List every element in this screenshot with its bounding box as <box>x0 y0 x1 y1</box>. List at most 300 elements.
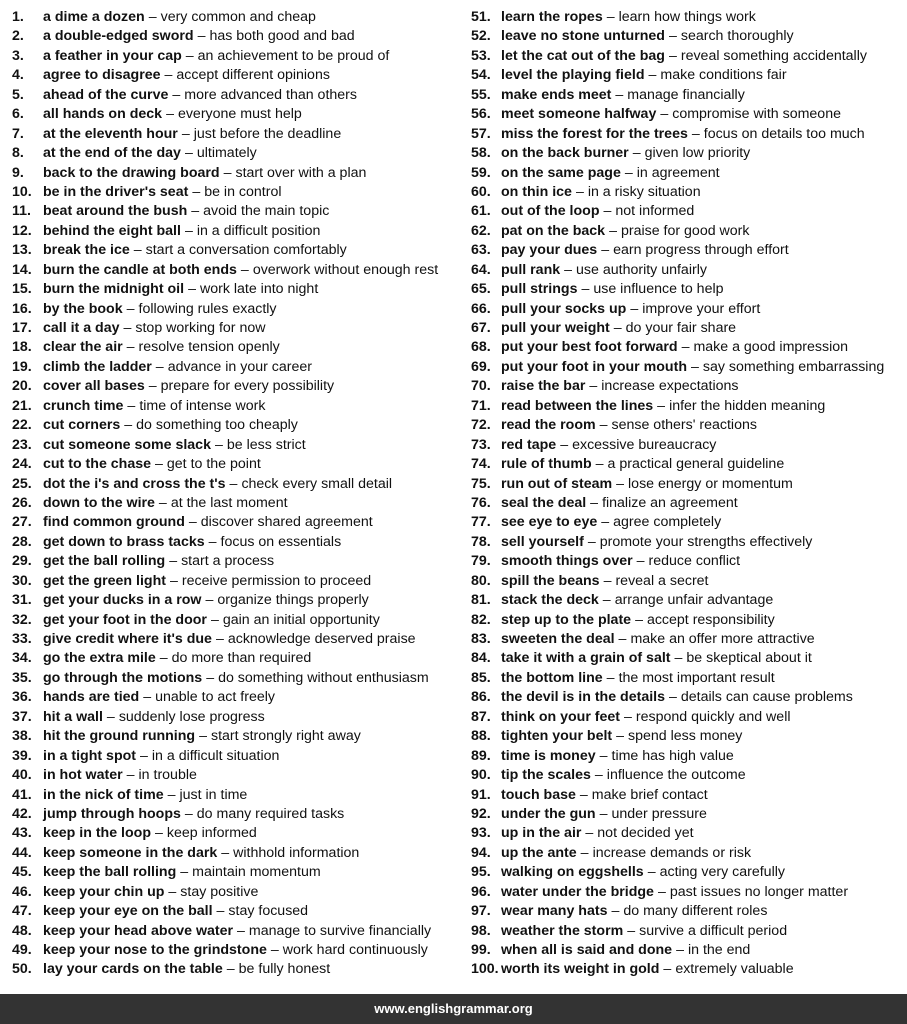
idiom-item <box>12 960 462 979</box>
idiom-separator: – <box>168 883 177 900</box>
idiom-meaning: make brief contact <box>591 786 708 803</box>
idiom-separator: – <box>184 222 193 239</box>
idiom-item <box>12 708 462 727</box>
idiom-separator: – <box>579 786 588 803</box>
idiom-phrase: pull rank <box>501 261 561 278</box>
idiom-phrase: read between the lines <box>501 397 654 414</box>
idiom-item <box>471 455 907 474</box>
idiom-separator: – <box>691 125 700 142</box>
idiom-number: 26. <box>12 494 32 511</box>
idiom-meaning: work late into night <box>199 281 319 298</box>
idiom-phrase: raise the bar <box>501 378 586 395</box>
idiom-separator: – <box>668 47 677 64</box>
idiom-phrase: meet someone halfway <box>501 106 657 123</box>
idiom-item <box>471 552 907 571</box>
idiom-meaning: improve your effort <box>642 300 761 317</box>
idiom-meaning: reduce conflict <box>648 553 741 570</box>
idiom-number: 23. <box>12 436 32 453</box>
idiom-meaning: respond quickly and well <box>635 708 791 725</box>
idiom-separator: – <box>601 514 610 531</box>
idiom-number: 35. <box>12 669 32 686</box>
idiom-separator: – <box>613 320 622 336</box>
idiom-phrase: level the playing field <box>501 67 645 84</box>
idiom-meaning: not decided yet <box>597 825 694 842</box>
idiom-item <box>12 377 462 396</box>
idiom-separator: – <box>674 650 683 667</box>
idiom-number: 21. <box>12 397 32 414</box>
idiom-number: 40. <box>12 767 32 784</box>
idiom-phrase: put your best foot forward <box>501 339 678 356</box>
idiom-meaning: accept responsibility <box>646 611 775 628</box>
idiom-number: 16. <box>12 300 32 317</box>
idiom-meaning: focus on essentials <box>220 533 342 550</box>
idiom-number: 58. <box>471 145 491 162</box>
idiom-item <box>471 377 907 396</box>
idiom-meaning: increase expectations <box>601 378 739 395</box>
idiom-phrase: step up to the plate <box>501 611 632 628</box>
idiom-phrase: at the eleventh hour <box>43 125 178 142</box>
idiom-phrase: find common ground <box>43 514 185 531</box>
idiom-phrase: cut to the chase <box>43 456 152 473</box>
idiom-separator: – <box>210 611 219 628</box>
idiom-meaning: gain an initial opportunity <box>222 611 380 628</box>
idiom-meaning: promote your strengths effectively <box>599 533 813 550</box>
idiom-phrase: see eye to eye <box>501 514 598 531</box>
idiom-item <box>12 125 462 144</box>
idiom-number: 93. <box>471 825 491 842</box>
idiom-phrase: at the end of the day <box>43 145 181 162</box>
idiom-number: 90. <box>471 767 491 784</box>
idiom-phrase: rule of thumb <box>501 456 592 473</box>
idiom-separator: – <box>106 708 115 725</box>
idiom-number: 74. <box>471 456 491 473</box>
idiom-item <box>471 630 907 649</box>
idiom-phrase: under the gun <box>501 805 596 822</box>
idiom-separator: – <box>169 553 178 570</box>
idiom-phrase: by the book <box>43 300 123 317</box>
idiom-separator: – <box>609 222 617 239</box>
idiom-item <box>12 824 462 843</box>
idiom-separator: – <box>611 903 620 920</box>
idiom-meaning: following rules exactly <box>138 300 277 317</box>
idiom-item <box>471 436 907 455</box>
idiom-item <box>471 688 907 707</box>
idiom-number: 25. <box>12 475 32 492</box>
idiom-meaning: in a risky situation <box>587 183 701 200</box>
idiom-item <box>12 183 462 202</box>
idiom-meaning: do more than required <box>171 650 312 667</box>
idiom-number: 33. <box>12 631 32 647</box>
idiom-separator: – <box>123 320 132 336</box>
idiom-item <box>12 766 462 785</box>
idiom-separator: – <box>560 436 569 453</box>
idiom-phrase: break the ice <box>43 242 130 259</box>
idiom-item <box>12 863 462 882</box>
idiom-number: 77. <box>471 514 491 531</box>
idiom-number: 83. <box>471 631 491 647</box>
idiom-meaning: agree completely <box>613 514 722 531</box>
idiom-meaning: do something too cheaply <box>136 417 298 434</box>
idiom-number: 37. <box>12 708 32 725</box>
idiom-phrase: run out of steam <box>501 475 613 492</box>
idiom-phrase: get your foot in the door <box>43 611 207 628</box>
idiom-number: 42. <box>12 805 32 822</box>
idiom-meaning: accept different opinions <box>176 67 330 84</box>
idiom-separator: – <box>159 650 168 667</box>
idiom-phrase: a feather in your cap <box>43 47 182 64</box>
idiom-meaning: earn progress through effort <box>613 242 789 259</box>
idiom-meaning: lose energy or momentum <box>628 475 793 492</box>
idiom-separator: – <box>126 300 135 317</box>
idiom-phrase: keep your eye on the ball <box>43 903 213 920</box>
idiom-separator: – <box>155 358 164 375</box>
idiom-number: 10. <box>12 183 32 200</box>
idiom-meaning: more advanced than others <box>184 86 357 103</box>
idiom-number: 91. <box>471 786 491 803</box>
idiom-separator: – <box>599 747 608 764</box>
idiom-phrase: pull your weight <box>501 320 610 336</box>
idiom-number: 60. <box>471 183 491 200</box>
idiom-meaning: start over with a plan <box>235 164 367 181</box>
idiom-item <box>12 786 462 805</box>
idiom-separator: – <box>127 397 136 414</box>
idiom-meaning: in agreement <box>636 164 720 181</box>
idiom-number: 69. <box>471 358 491 375</box>
idiom-item <box>471 261 907 280</box>
idiom-separator: – <box>601 242 610 259</box>
idiom-item <box>471 202 907 221</box>
idiom-item <box>471 533 907 552</box>
idiom-meaning: finalize an agreement <box>602 494 738 511</box>
idiom-number: 95. <box>471 864 491 881</box>
idiom-item <box>12 455 462 474</box>
idiom-separator: – <box>214 436 223 453</box>
idiom-separator: – <box>580 844 589 861</box>
idiom-number: 27. <box>12 514 32 531</box>
idiom-number: 87. <box>471 708 491 725</box>
idiom-separator: – <box>133 242 142 259</box>
idiom-number: 46. <box>12 883 32 900</box>
idiom-item <box>12 649 462 668</box>
idiom-number: 82. <box>471 611 491 628</box>
idiom-item <box>471 844 907 863</box>
idiom-phrase: think on your feet <box>501 708 621 725</box>
idiom-phrase: the devil is in the details <box>501 689 665 706</box>
footer-bar <box>0 994 907 1024</box>
idiom-meaning: past issues no longer matter <box>669 883 849 900</box>
idiom-separator: – <box>126 339 135 356</box>
idiom-phrase: a dime a dozen <box>43 9 145 25</box>
idiom-number: 43. <box>12 825 32 842</box>
idiom-item <box>471 649 907 668</box>
idiom-phrase: all hands on deck <box>43 106 163 123</box>
idiom-separator: – <box>648 67 657 84</box>
idiom-item <box>471 591 907 610</box>
idiom-phrase: cover all bases <box>43 378 145 395</box>
idiom-number: 96. <box>471 883 491 900</box>
idiom-phrase: get the green light <box>43 572 166 589</box>
idiom-number: 44. <box>12 844 32 861</box>
idiom-number: 49. <box>12 942 32 958</box>
idiom-number: 50. <box>12 961 32 978</box>
idiom-item <box>12 844 462 863</box>
idiom-meaning: just before the deadline <box>193 125 342 142</box>
idiom-item <box>12 27 462 46</box>
idiom-phrase: a double-edged sword <box>43 28 194 45</box>
idiom-separator: – <box>587 533 596 550</box>
idiom-number: 8. <box>12 145 24 162</box>
idiom-item <box>12 513 462 532</box>
idiom-meaning: search thoroughly <box>680 28 794 45</box>
idiom-meaning: say something embarrassing <box>702 358 885 375</box>
idiom-phrase: crunch time <box>43 397 124 414</box>
idiom-phrase: hit the ground running <box>43 728 196 745</box>
idiom-meaning: use authority unfairly <box>576 261 707 278</box>
idiom-item <box>471 863 907 882</box>
idiom-separator: – <box>618 631 627 647</box>
idiom-phrase: jump through hoops <box>43 805 181 822</box>
idiom-separator: – <box>632 145 641 162</box>
idiom-number: 86. <box>471 689 491 706</box>
idiom-number: 81. <box>471 592 491 609</box>
idiom-separator: – <box>575 183 584 200</box>
idiom-separator: – <box>191 203 200 220</box>
idiom-meaning: excessive bureaucracy <box>572 436 717 453</box>
idiom-list <box>0 8 907 988</box>
idiom-separator: – <box>657 883 666 900</box>
idiom-separator: – <box>164 67 173 84</box>
idiom-number: 9. <box>12 164 24 181</box>
idiom-phrase: behind the eight ball <box>43 222 181 239</box>
idiom-phrase: touch base <box>501 786 576 803</box>
idiom-meaning: advance in your career <box>167 358 313 375</box>
idiom-meaning: make an offer more attractive <box>630 631 815 647</box>
idiom-meaning: maintain momentum <box>192 864 321 881</box>
idiom-item <box>471 319 907 338</box>
idiom-phrase: on thin ice <box>501 183 572 200</box>
idiom-separator: – <box>564 261 573 278</box>
idiom-meaning: an achievement to be proud of <box>197 47 390 64</box>
idiom-item <box>12 922 462 941</box>
idiom-number: 72. <box>471 417 491 434</box>
idiom-phrase: give credit where it's due <box>43 631 212 647</box>
idiom-meaning: reveal something accidentally <box>680 47 867 64</box>
idiom-number: 55. <box>471 86 491 103</box>
idiom-separator: – <box>167 786 176 803</box>
idiom-number: 1. <box>12 9 24 25</box>
idiom-phrase: read the room <box>501 417 596 434</box>
idiom-number: 34. <box>12 650 32 667</box>
idiom-meaning: reveal a secret <box>615 572 709 589</box>
idiom-meaning: time has high value <box>611 747 734 764</box>
idiom-number: 19. <box>12 358 32 375</box>
idiom-number: 67. <box>471 320 491 336</box>
idiom-number: 54. <box>471 67 491 84</box>
idiom-meaning: just in time <box>179 786 248 803</box>
idiom-item <box>12 105 462 124</box>
idiom-item <box>471 183 907 202</box>
idiom-separator: – <box>208 533 217 550</box>
idiom-item <box>12 533 462 552</box>
idiom-phrase: make ends meet <box>501 86 612 103</box>
idiom-separator: – <box>615 86 624 103</box>
idiom-item <box>471 47 907 66</box>
idiom-meaning: work hard continuously <box>282 942 428 958</box>
idiom-item <box>12 688 462 707</box>
idiom-meaning: start a process <box>181 553 275 570</box>
idiom-separator: – <box>205 592 214 609</box>
idiom-phrase: smooth things over <box>501 553 633 570</box>
idiom-meaning: everyone must help <box>177 106 302 123</box>
idiom-separator: – <box>590 494 599 511</box>
idiom-meaning: do many different roles <box>623 903 768 920</box>
idiom-item <box>471 669 907 688</box>
idiom-meaning: stay focused <box>228 903 309 920</box>
idiom-meaning: do your fair share <box>625 320 737 336</box>
idiom-number: 4. <box>12 67 24 84</box>
idiom-meaning: manage to survive financially <box>248 922 432 939</box>
idiom-separator: – <box>216 903 225 920</box>
idiom-meaning: the most important result <box>618 669 775 686</box>
idiom-number: 24. <box>12 456 32 473</box>
idiom-number: 32. <box>12 611 32 628</box>
idiom-separator: – <box>199 728 207 745</box>
idiom-item <box>471 513 907 532</box>
idiom-number: 20. <box>12 378 32 395</box>
idiom-meaning: unable to act freely <box>155 689 275 706</box>
idiom-meaning: infer the hidden meaning <box>669 397 826 414</box>
idiom-meaning: be fully honest <box>238 961 331 978</box>
idiom-separator: – <box>197 28 206 45</box>
idiom-separator: – <box>155 825 163 842</box>
idiom-number: 66. <box>471 300 491 317</box>
idiom-meaning: start strongly right away <box>210 728 361 745</box>
idiom-item <box>12 261 462 280</box>
idiom-phrase: up the ante <box>501 844 577 861</box>
idiom-separator: – <box>606 9 615 25</box>
idiom-item <box>12 805 462 824</box>
idiom-phrase: get down to brass tacks <box>43 533 205 550</box>
idiom-meaning: make a good impression <box>693 339 849 356</box>
idiom-meaning: check every small detail <box>241 475 393 492</box>
idiom-phrase: spill the beans <box>501 572 600 589</box>
idiom-phrase: go through the motions <box>43 669 203 686</box>
idiom-item <box>471 416 907 435</box>
idiom-separator: – <box>690 358 699 375</box>
idiom-separator: – <box>599 417 608 434</box>
idiom-separator: – <box>124 417 133 434</box>
idiom-meaning: suddenly lose progress <box>118 708 265 725</box>
idiom-meaning: very common and cheap <box>160 9 316 25</box>
idiom-meaning: acknowledge deserved praise <box>227 631 416 647</box>
idiom-meaning: acting very carefully <box>659 864 785 881</box>
idiom-number: 53. <box>471 47 491 64</box>
idiom-phrase: climb the ladder <box>43 358 152 375</box>
idiom-item <box>471 280 907 299</box>
idiom-item <box>471 222 907 241</box>
idiom-meaning: given low priority <box>644 145 751 162</box>
idiom-item <box>12 727 462 746</box>
idiom-phrase: on the same page <box>501 164 621 181</box>
idiom-item <box>12 611 462 630</box>
idiom-number: 29. <box>12 553 32 570</box>
idiom-meaning: under pressure <box>611 805 707 822</box>
idiom-number: 80. <box>471 572 491 589</box>
idiom-separator: – <box>237 922 245 939</box>
idiom-number: 76. <box>471 494 491 511</box>
idiom-item <box>471 494 907 513</box>
footer-website[interactable]: www.englishgrammar.org <box>374 1001 533 1016</box>
idiom-meaning: in a difficult situation <box>151 747 280 764</box>
idiom-phrase: hit a wall <box>43 708 103 725</box>
idiom-separator: – <box>624 164 633 181</box>
idiom-number: 56. <box>471 106 491 123</box>
idiom-number: 99. <box>471 942 491 958</box>
idiom-column-left <box>12 8 462 980</box>
idiom-meaning: withhold information <box>233 844 360 861</box>
idiom-meaning: survive a difficult period <box>639 922 788 939</box>
idiom-phrase: keep in the loop <box>43 825 151 842</box>
idiom-item <box>12 338 462 357</box>
idiom-phrase: clear the air <box>43 339 123 356</box>
idiom-item <box>471 164 907 183</box>
idiom-number: 3. <box>12 47 24 64</box>
idiom-phrase: keep your nose to the grindstone <box>43 942 267 958</box>
idiom-item <box>471 747 907 766</box>
idiom-separator: – <box>589 378 598 395</box>
idiom-phrase: in the nick of time <box>43 786 164 803</box>
idiom-number: 73. <box>471 436 491 453</box>
idiom-number: 78. <box>471 533 491 550</box>
idiom-separator: – <box>188 281 196 298</box>
idiom-phrase: keep your head above water <box>43 922 234 939</box>
idiom-separator: – <box>627 922 636 939</box>
idiom-item <box>471 241 907 260</box>
idiom-number: 11. <box>12 203 31 220</box>
idiom-number: 31. <box>12 592 32 609</box>
idiom-item <box>12 66 462 85</box>
idiom-separator: – <box>155 456 163 473</box>
idiom-phrase: stack the deck <box>501 592 599 609</box>
idiom-separator: – <box>215 631 224 647</box>
idiom-separator: – <box>166 106 174 123</box>
idiom-item <box>12 164 462 183</box>
idiom-number: 48. <box>12 922 32 939</box>
idiom-meaning: stop working for now <box>135 320 266 336</box>
idiom-number: 79. <box>471 553 491 570</box>
idiom-item <box>12 630 462 649</box>
idiom-item <box>471 883 907 902</box>
idiom-phrase: cut corners <box>43 417 121 434</box>
idiom-separator: – <box>229 475 238 492</box>
idiom-meaning: avoid the main topic <box>203 203 330 220</box>
idiom-separator: – <box>180 864 189 881</box>
idiom-separator: – <box>158 494 167 511</box>
idiom-phrase: take it with a grain of salt <box>501 650 671 667</box>
idiom-meaning: spend less money <box>628 728 743 745</box>
idiom-separator: – <box>169 572 178 589</box>
idiom-phrase: back to the drawing board <box>43 164 220 181</box>
idiom-separator: – <box>188 514 197 531</box>
idiom-item <box>471 125 907 144</box>
idiom-number: 36. <box>12 689 32 706</box>
idiom-number: 41. <box>12 786 32 803</box>
idiom-item <box>471 397 907 416</box>
idiom-phrase: red tape <box>501 436 557 453</box>
idiom-phrase: pat on the back <box>501 222 606 239</box>
idiom-separator: – <box>226 961 235 978</box>
idiom-meaning: focus on details too much <box>703 125 865 142</box>
